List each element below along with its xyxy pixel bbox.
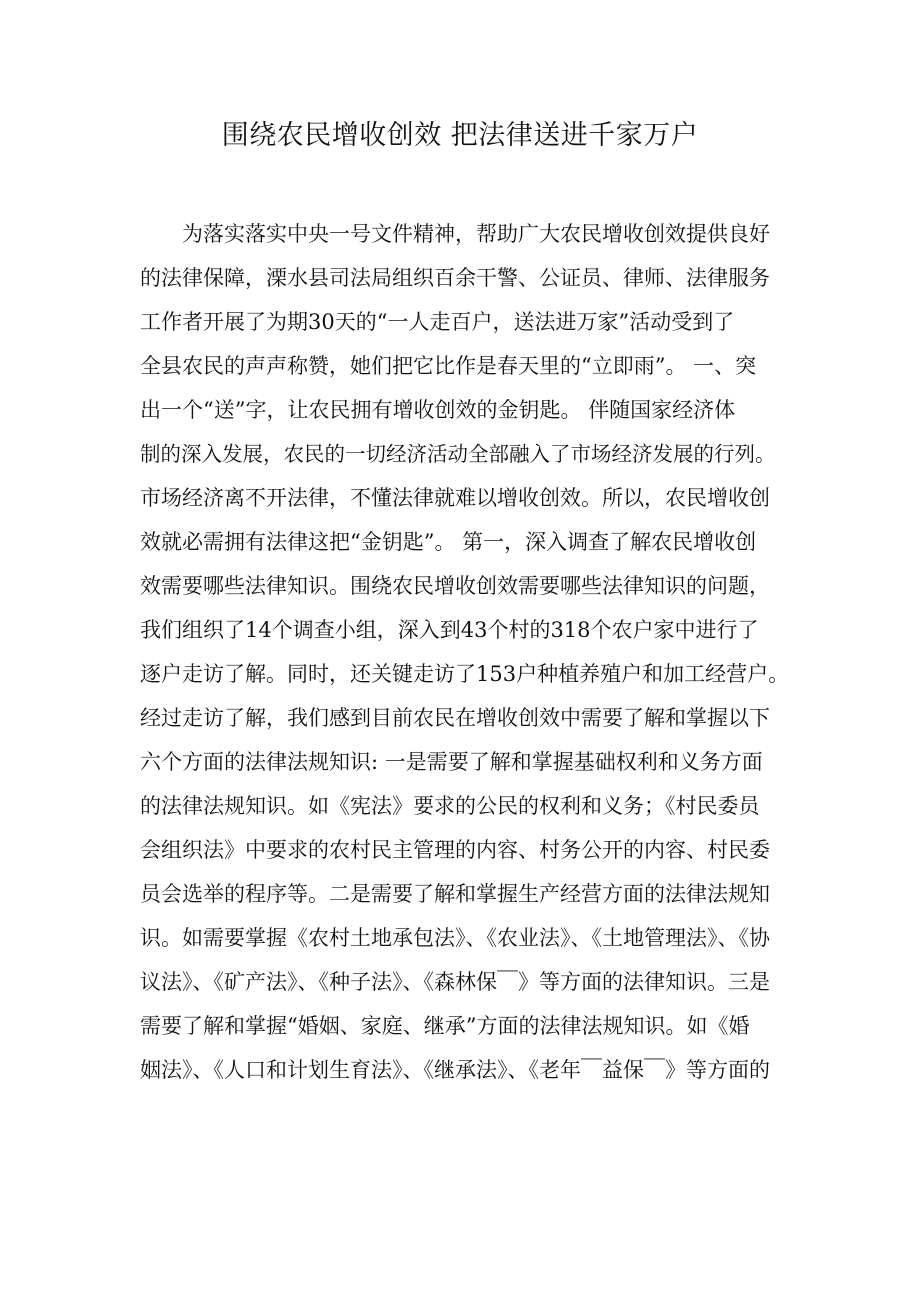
body-line: 制的深入发展，农民的一切经济活动全部融入了市场经济发展的行列。 xyxy=(140,442,776,466)
body-line: 效就必需拥有法律这把“金钥匙”。 第一，深入调查了解农民增收创 xyxy=(140,530,757,554)
body-line: 的法律保障，溧水县司法局组织百余干警、公证员、律师、法律服务 xyxy=(140,266,770,290)
body-line: 效需要哪些法律知识。围绕农民增收创效需要哪些法律知识的问题， xyxy=(140,574,770,598)
body-line: 我们组织了14个调查小组，深入到43个村的318个农户家中进行了 xyxy=(140,618,759,642)
body-line: 议法》、《矿产法》、《种子法》、《森林保￣》等方面的法律知识。三是 xyxy=(140,970,770,994)
body-line: 会组织法》中要求的农村民主管理的内容、村务公开的内容、村民委 xyxy=(140,838,770,862)
body-line: 工作者开展了为期30天的“一人走百户，送法进万家”活动受到了 xyxy=(140,310,735,334)
body-line: 姻法》、《人口和计划生育法》、《继承法》、《老年￣益保￣》等方面的 xyxy=(140,1058,770,1082)
body-line: 出一个“送”字，让农民拥有增收创效的金钥匙。 伴随国家经济体 xyxy=(140,398,736,422)
body-line: 的法律法规知识。如《宪法》要求的公民的权利和义务；《村民委员 xyxy=(140,794,760,818)
body-line: 需要了解和掌握“婚姻、家庭、继承”方面的法律法规知识。如《婚 xyxy=(140,1014,750,1038)
document-body xyxy=(140,212,790,1092)
body-line: 逐户走访了解。同时，还关键走访了153户种植养殖户和加工经营户。 xyxy=(140,662,790,686)
body-line: 识。如需要掌握《农村土地承包法》、《农业法》、《土地管理法》、《协 xyxy=(140,926,770,950)
body-line: 员会选举的程序等。二是需要了解和掌握生产经营方面的法律法规知 xyxy=(140,882,770,906)
body-line: 为落实落实中央一号文件精神，帮助广大农民增收创效提供良好 xyxy=(182,222,770,246)
body-line: 市场经济离不开法律，不懂法律就难以增收创效。所以，农民增收创 xyxy=(140,486,770,510)
body-line: 经过走访了解，我们感到目前农民在增收创效中需要了解和掌握以下 xyxy=(140,706,770,730)
body-line: 六个方面的法律法规知识: 一是需要了解和掌握基础权利和义务方面 xyxy=(140,750,763,774)
body-line: 全县农民的声声称赞，她们把它比作是春天里的“立即雨”。 一、突 xyxy=(140,354,757,378)
document-title: 围绕农民增收创效 把法律送进千家万户 xyxy=(221,120,699,151)
